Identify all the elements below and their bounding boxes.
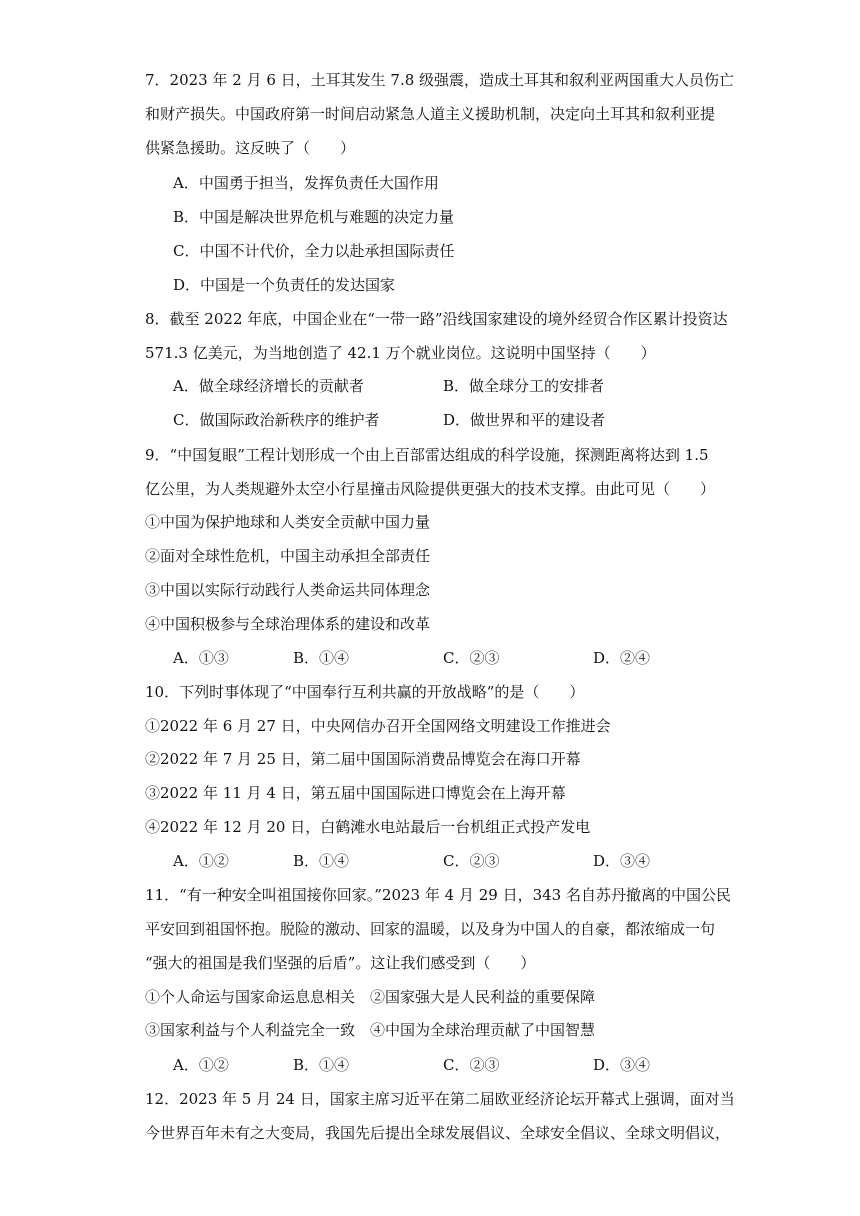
q9-option-b: B．①④ <box>293 649 350 667</box>
q9-stem-line-2: 亿公里，为人类规避外太空小行星撞击风险提供更强大的技术支撑。由此可见（ ） <box>145 480 716 498</box>
q8-option-c: C．做国际政治新秩序的维护者 <box>173 411 380 429</box>
q9-statement-2: ②面对全球性危机，中国主动承担全部责任 <box>145 547 431 565</box>
q11-statement-row-2: ③国家利益与个人利益完全一致 ④中国为全球治理贡献了中国智慧 <box>145 1021 596 1039</box>
q7-stem-line-1: 7．2023 年 2 月 6 日，土耳其发生 7.8 级强震，造成土耳其和叙利亚两国重大人员伤亡 <box>145 71 735 89</box>
q8-option-d: D．做世界和平的建设者 <box>443 411 606 429</box>
q11-stem-line-3: “强大的祖国是我们坚强的后盾”。这让我们感受到（ ） <box>145 954 536 972</box>
q10-option-d: D．③④ <box>593 852 651 870</box>
q7-option-b: B．中国是解决世界危机与难题的决定力量 <box>173 208 455 226</box>
q11-stem-line-2: 平安回到祖国怀抱。脱险的激动、回家的温暖，以及身为中国人的自豪，都浓缩成一句 <box>145 920 716 938</box>
q11-stem-line-1: 11．“有一种安全叫祖国接你回家。”2023 年 4 月 29 日，343 名自苏丹撤离的中国公民 <box>145 886 731 904</box>
q9-stem-line-1: 9．“中国复眼”工程计划形成一个由上百部雷达组成的科学设施，探测距离将达到 1.5 <box>145 446 709 464</box>
q10-statement-3: ③2022 年 11 月 4 日，第五届中国国际进口博览会在上海开幕 <box>145 784 566 802</box>
q7-option-a: A．中国勇于担当，发挥负责任大国作用 <box>173 174 439 192</box>
q8-stem-line-2: 571.3 亿美元，为当地创造了 42.1 万个就业岗位。这说明中国坚持（ ） <box>145 344 656 362</box>
q10-statement-4: ④2022 年 12 月 20 日，白鹤滩水电站最后一台机组正式投产发电 <box>145 818 591 836</box>
q9-option-d: D．②④ <box>593 649 651 667</box>
q10-statement-1: ①2022 年 6 月 27 日，中央网信办召开全国网络文明建设工作推进会 <box>145 717 611 735</box>
q9-statement-1: ①中国为保护地球和人类安全贡献中国力量 <box>145 513 431 531</box>
q12-stem-line-1: 12．2023 年 5 月 24 日，国家主席习近平在第二届欧亚经济论坛开幕式上强调，面对当 <box>145 1090 735 1108</box>
q7-stem-line-3: 供紧急援助。这反映了（ ） <box>145 139 356 157</box>
q9-statement-4: ④中国积极参与全球治理体系的建设和改革 <box>145 615 431 633</box>
q11-option-d: D．③④ <box>593 1056 651 1074</box>
q11-statement-row-1: ①个人命运与国家命运息息相关 ②国家强大是人民利益的重要保障 <box>145 988 596 1006</box>
q10-statement-2: ②2022 年 7 月 25 日，第二届中国国际消费品博览会在海口开幕 <box>145 750 581 768</box>
q9-option-a: A．①③ <box>173 649 229 667</box>
q9-statement-3: ③中国以实际行动践行人类命运共同体理念 <box>145 581 431 599</box>
q10-option-a: A．①② <box>173 852 229 870</box>
q10-stem-line-1: 10．下列时事体现了“中国奉行互利共赢的开放战略”的是（ ） <box>145 683 585 701</box>
q7-option-c: C．中国不计代价，全力以赴承担国际责任 <box>173 242 455 260</box>
q7-option-d: D．中国是一个负责任的发达国家 <box>173 276 396 294</box>
q10-option-b: B．①④ <box>293 852 350 870</box>
q8-stem-line-1: 8．截至 2022 年底，中国企业在“一带一路”沿线国家建设的境外经贸合作区累计投资达 <box>145 310 728 328</box>
q11-option-c: C．②③ <box>443 1056 500 1074</box>
q11-option-b: B．①④ <box>293 1056 350 1074</box>
q9-option-c: C．②③ <box>443 649 500 667</box>
q8-option-b: B．做全球分工的安排者 <box>443 377 605 395</box>
q8-option-a: A．做全球经济增长的贡献者 <box>173 377 364 395</box>
q10-option-c: C．②③ <box>443 852 500 870</box>
q7-stem-line-2: 和财产损失。中国政府第一时间启动紧急人道主义援助机制，决定向土耳其和叙利亚提 <box>145 105 716 123</box>
q11-option-a: A．①② <box>173 1056 229 1074</box>
q12-stem-line-2: 今世界百年未有之大变局，我国先后提出全球发展倡议、全球安全倡议、全球文明倡议， <box>145 1124 731 1142</box>
